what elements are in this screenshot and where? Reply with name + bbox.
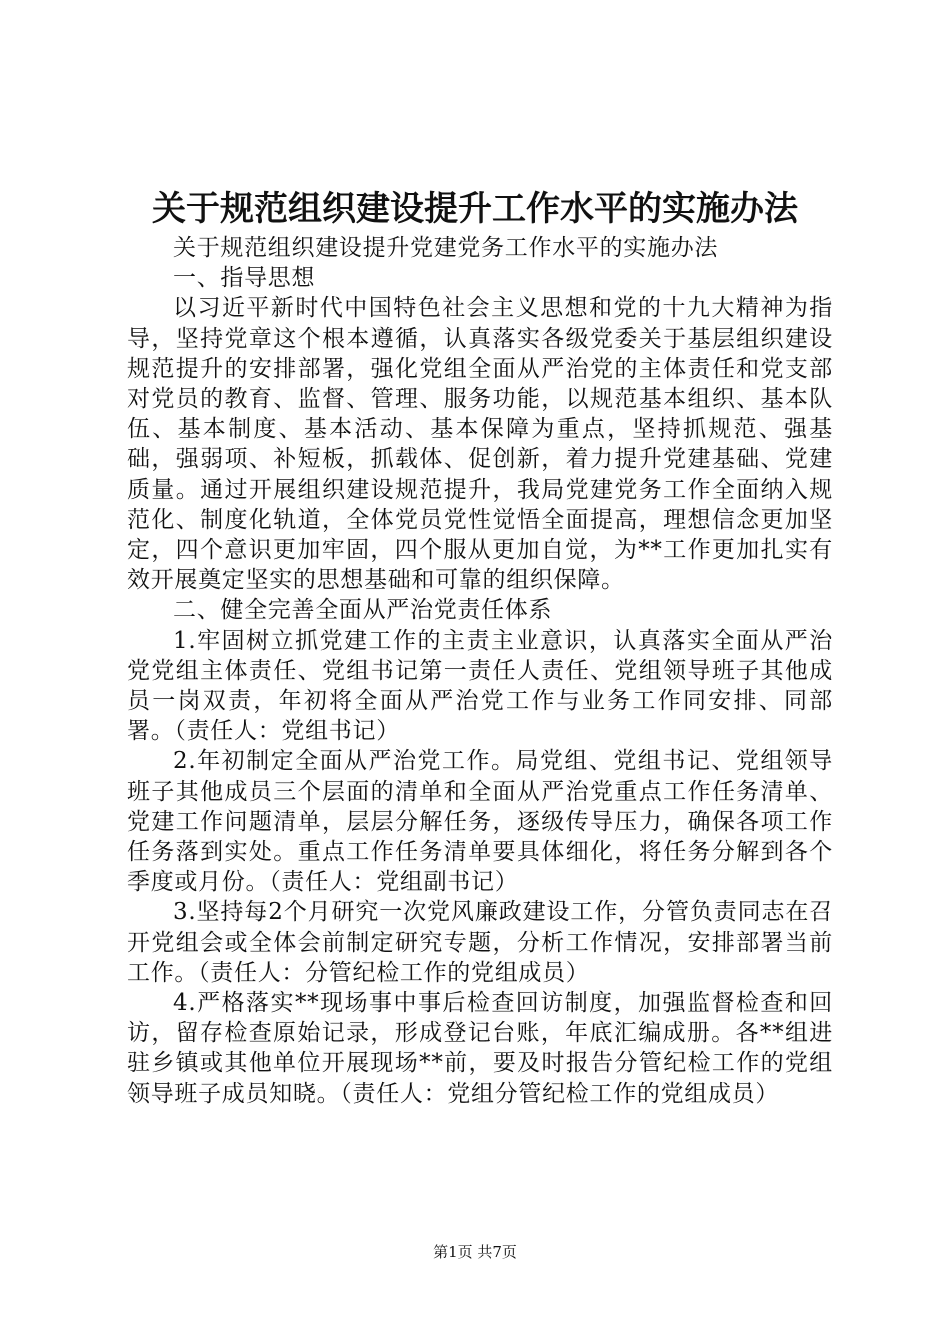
section-heading-2: 二、健全完善全面从严治党责任体系 <box>173 597 553 624</box>
document-title: 关于规范组织建设提升工作水平的实施办法 <box>152 189 798 229</box>
section-heading-1: 一、指导思想 <box>173 265 316 292</box>
list-item-2: 2.年初制定全面从严治党工作。局党组、党组书记、党组领导班子其他成员三个层面的清单和全面从严治党重点工作任务清单、党建工作问题清单，层层分解任务，逐级传导压力，确保各项工作任务落到实处。重点工作任务清单要具体细化，将任务分解到各个季度或月份。（责任人：党组副书记） <box>127 748 833 896</box>
subtitle-paragraph: 关于规范组织建设提升党建党务工作水平的实施办法 <box>173 235 719 261</box>
body-paragraph: 以习近平新时代中国特色社会主义思想和党的十九大精神为指导，坚持党章这个根本遵循，认真落实各级党委关于基层组织建设规范提升的安排部署，强化党组全面从严治党的主体责任和党支部对党员的教育、监督、管理、服务功能，以规范基本组织、基本队伍、基本制度、基本活动、基本保障为重点，坚持抓规范、强基础，强弱项、补短板，抓载体、促创新，着力提升党建基础、党建质量。通过开展组织建设规范提升，我局党建党务工作全面纳入规范化、制度化轨道，全体党员党性觉悟全面提高，理想信念更加坚定，四个意识更加牢固，四个服从更加自觉，为**工作更加扎实有效开展奠定坚实的思想基础和可靠的组织保障。 <box>127 295 833 594</box>
list-item-4: 4.严格落实**现场事中事后检查回访制度，加强监督检查和回访，留存检查原始记录，形成登记台账，年底汇编成册。各**组进驻乡镇或其他单位开展现场**前，要及时报告分管纪检工作的党组领导班子成员知晓。（责任人：党组分管纪检工作的党组成员） <box>127 990 833 1107</box>
list-item-3: 3.坚持每2个月研究一次党风廉政建设工作，分管负责同志在召开党组会或全体会前制定研究专题，分析工作情况，安排部署当前工作。（责任人：分管纪检工作的党组成员） <box>127 899 833 986</box>
page-footer: 第1页 共7页 <box>433 1243 517 1261</box>
list-item-1: 1.牢固树立抓党建工作的主责主业意识，认真落实全面从严治党党组主体责任、党组书记第一责任人责任、党组领导班子其他成员一岗双责，年初将全面从严治党工作与业务工作同安排、同部署。（责任人：党组书记） <box>127 627 833 745</box>
document-body <box>127 233 833 1109</box>
